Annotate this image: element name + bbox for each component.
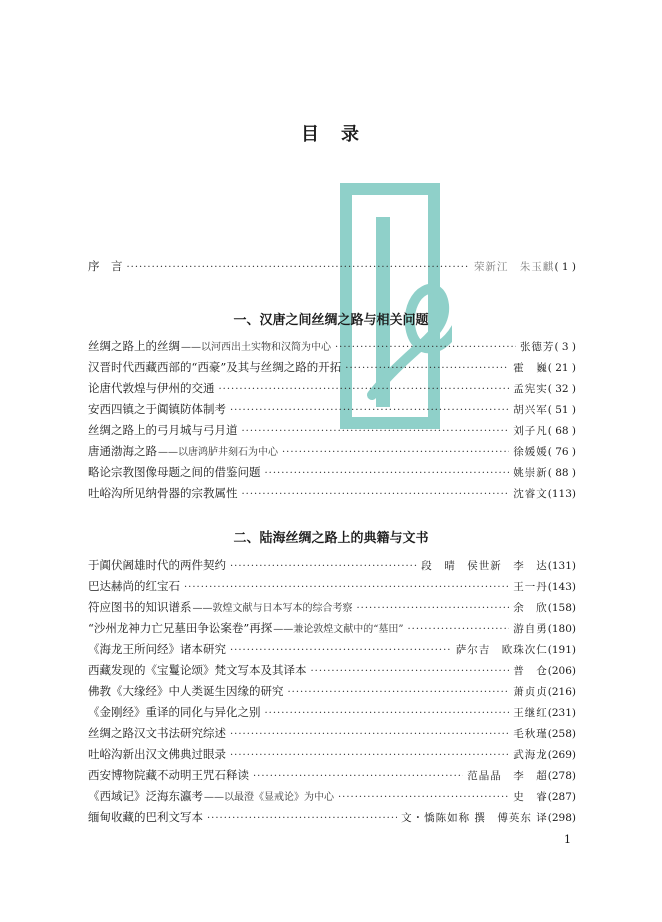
- leader-dots: [230, 750, 509, 761]
- entry-author: 萨尔吉 欧珠次仁: [455, 644, 548, 656]
- entry-subtitle: ——以唐鸿胪井刻石为中心: [158, 447, 278, 458]
- entry-page: ( 1 ): [554, 261, 576, 273]
- toc-entry[interactable]: [88, 359, 576, 377]
- entry-title: 佛教《大缘经》中人类诞生因缘的研究: [88, 684, 284, 698]
- entry-page: (258): [547, 728, 576, 740]
- leader-dots: [265, 708, 510, 719]
- toc-entry[interactable]: [88, 401, 576, 419]
- entry-page: ( 51 ): [547, 404, 576, 416]
- toc-entry[interactable]: [88, 683, 576, 701]
- entry-title: 吐峪沟所见纳骨器的宗教属性: [88, 486, 238, 500]
- entry-title: 丝绸之路上的弓月城与弓月道: [88, 423, 238, 437]
- leader-dots: [288, 687, 510, 698]
- toc-entry[interactable]: [88, 662, 576, 680]
- toc-entry[interactable]: [88, 599, 576, 617]
- entry-page: ( 21 ): [547, 362, 576, 374]
- leader-dots: [242, 489, 510, 500]
- entry-author: 游自勇: [513, 623, 548, 635]
- entry-author: 王继红: [513, 707, 548, 719]
- entry-author: 荣新江 朱玉麒: [473, 261, 555, 273]
- toc-entry[interactable]: [88, 641, 576, 659]
- page-title: 目 录: [301, 124, 361, 145]
- leader-dots: [207, 813, 397, 824]
- entry-title: 序 言: [88, 259, 123, 273]
- entry-author: 段 晴 侯世新 李 达: [421, 560, 548, 572]
- toc-entry[interactable]: [88, 746, 576, 764]
- entry-page: (298): [547, 812, 576, 824]
- entry-subtitle: ——敦煌文献与日本写本的综合考察: [192, 603, 353, 614]
- entry-title: 安西四镇之于阗镇防体制考: [88, 402, 226, 416]
- entry-page: (269): [547, 749, 576, 761]
- toc-entry[interactable]: [88, 767, 576, 785]
- toc-entry[interactable]: [88, 620, 576, 638]
- entry-title: 《西域记》泛海东瀛考: [88, 789, 203, 803]
- leader-dots: [230, 729, 509, 740]
- toc-entry[interactable]: [88, 380, 576, 398]
- entry-title: 丝绸之路汉文书法研究综述: [88, 726, 226, 740]
- entry-title: 吐峪沟新出汉文佛典过眼录: [88, 747, 226, 761]
- entry-subtitle: ——兼论敦煌文献中的“墓田”: [273, 624, 404, 635]
- toc-entry[interactable]: [88, 338, 576, 356]
- entry-author: 武海龙: [513, 749, 548, 761]
- entry-author: 王一丹: [513, 581, 548, 593]
- entry-page: ( 88 ): [547, 467, 576, 479]
- entry-title: “沙州龙神力亡兄墓田争讼案卷”再探: [88, 621, 273, 635]
- toc-entry[interactable]: [88, 485, 576, 503]
- entry-author: 史 睿: [513, 791, 548, 803]
- entry-page: (131): [547, 560, 576, 572]
- leader-dots: [357, 603, 510, 614]
- entry-author: 毛秋瑾: [513, 728, 548, 740]
- entry-author: 姚崇新: [513, 467, 548, 479]
- section-heading: 一、汉唐之间丝绸之路与相关问题: [233, 313, 429, 328]
- leader-dots: [345, 363, 509, 374]
- entry-title: 汉晋时代西藏西部的“西豪”及其与丝绸之路的开拓: [88, 360, 342, 374]
- leader-dots: [282, 447, 509, 458]
- entry-author: 文・憍陈如称 撰 傅英东 译: [401, 812, 548, 824]
- entry-page: (191): [547, 644, 576, 656]
- entry-author: 孟宪实: [513, 383, 548, 395]
- entry-title: 符应图书的知识谱系: [88, 600, 192, 614]
- leader-dots: [335, 342, 516, 353]
- entry-page: ( 3 ): [554, 341, 576, 353]
- entry-author: 萧贞贞: [513, 686, 548, 698]
- entry-page: ( 32 ): [547, 383, 576, 395]
- entry-title: 论唐代敦煌与伊州的交通: [88, 381, 215, 395]
- leader-dots: [127, 262, 470, 273]
- toc-entry[interactable]: [88, 578, 576, 596]
- leader-dots: [242, 426, 510, 437]
- leader-dots: [230, 561, 417, 572]
- entry-title: 略论宗教图像母题之间的借鉴问题: [88, 465, 261, 479]
- entry-page: (287): [547, 791, 576, 803]
- toc-entry[interactable]: [88, 422, 576, 440]
- entry-page: (216): [547, 686, 576, 698]
- leader-dots: [253, 771, 463, 782]
- toc-entry[interactable]: [88, 809, 576, 827]
- entry-page: (143): [547, 581, 576, 593]
- toc-entry[interactable]: [88, 443, 576, 461]
- toc-entry[interactable]: [88, 704, 576, 722]
- entry-author: 沈睿文: [513, 488, 548, 500]
- leader-dots: [338, 792, 509, 803]
- entry-title: 《金刚经》重译的同化与异化之别: [88, 705, 261, 719]
- entry-title: 巴达赫尚的红宝石: [88, 579, 180, 593]
- toc-entry[interactable]: [88, 557, 576, 575]
- leader-dots: [230, 405, 509, 416]
- entry-title: 《海龙王所问经》诸本研究: [88, 642, 226, 656]
- entry-title: 唐通渤海之路: [88, 444, 157, 458]
- entry-author: 霍 巍: [513, 362, 548, 374]
- entry-subtitle: ——以河西出土实物和汉简为中心: [181, 342, 331, 353]
- entry-title: 西藏发现的《宝鬘论颂》梵文写本及其译本: [88, 663, 307, 677]
- entry-page: (206): [547, 665, 576, 677]
- entry-title: 缅甸收藏的巴利文写本: [88, 810, 203, 824]
- leader-dots: [219, 384, 510, 395]
- toc-entry-preface[interactable]: [88, 258, 576, 276]
- section-heading: 二、陆海丝绸之路上的典籍与文书: [233, 531, 429, 546]
- toc-entry[interactable]: [88, 464, 576, 482]
- entry-title: 于阗伏阇雄时代的两件契约: [88, 558, 226, 572]
- entry-page: (180): [547, 623, 576, 635]
- entry-title: 西安博物院藏不动明王咒石释读: [88, 768, 249, 782]
- entry-author: 徐媛媛: [513, 446, 548, 458]
- leader-dots: [311, 666, 510, 677]
- leader-dots: [184, 582, 509, 593]
- entry-author: 刘子凡: [513, 425, 548, 437]
- entry-page: (278): [547, 770, 576, 782]
- leader-dots: [265, 468, 510, 479]
- entry-author: 胡兴军: [513, 404, 548, 416]
- entry-author: 余 欣: [513, 602, 548, 614]
- entry-page: (231): [547, 707, 576, 719]
- leader-dots: [408, 624, 510, 635]
- toc-entry[interactable]: [88, 725, 576, 743]
- toc-entry[interactable]: [88, 788, 576, 806]
- entry-page: ( 76 ): [547, 446, 576, 458]
- entry-title: 丝绸之路上的丝绸: [88, 339, 180, 353]
- entry-author: 普 仓: [513, 665, 548, 677]
- entry-page: (113): [547, 488, 576, 500]
- entry-author: 范晶晶 李 超: [467, 770, 548, 782]
- entry-page: ( 68 ): [547, 425, 576, 437]
- entry-page: (158): [547, 602, 576, 614]
- entry-subtitle: ——以最澄《显戒论》为中心: [204, 792, 334, 803]
- leader-dots: [230, 645, 452, 656]
- page-number: 1: [564, 833, 571, 846]
- entry-author: 张德芳: [519, 341, 555, 353]
